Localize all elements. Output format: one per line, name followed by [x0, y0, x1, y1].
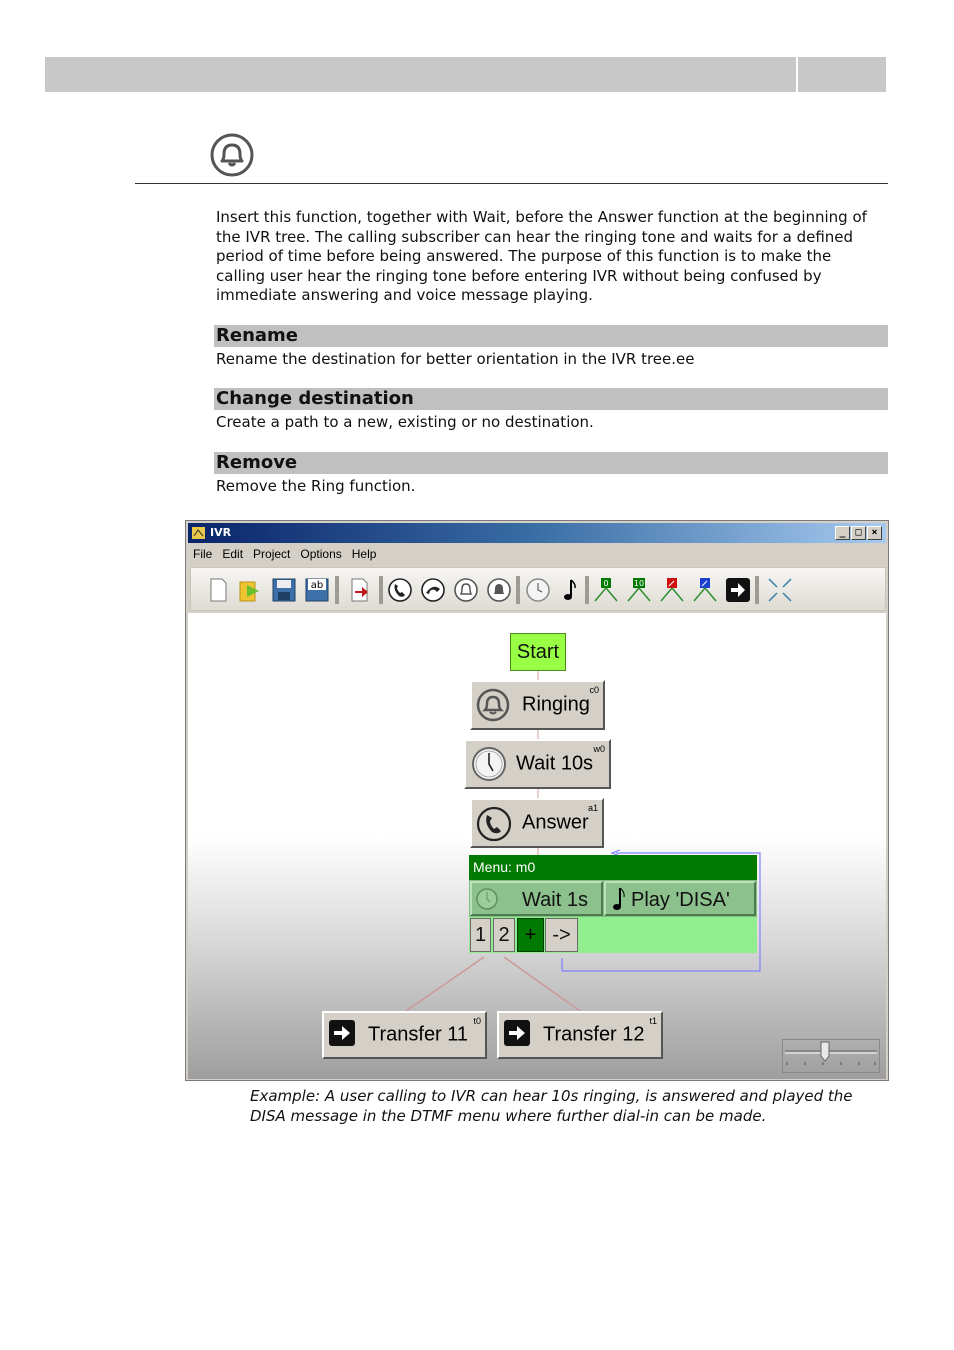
- transfer-icon[interactable]: [725, 577, 751, 603]
- play-note-icon[interactable]: [557, 577, 583, 603]
- clock-icon: [475, 887, 499, 911]
- toolbar-separator: [585, 576, 589, 604]
- wait-clock-icon[interactable]: [525, 577, 551, 603]
- toolbar-separator: [379, 576, 383, 604]
- intro-paragraph: Insert this function, together with Wait, before the Answer function at the beginning of the IVR tree. The calling subscriber can hear the ringing tone and waits for a defined period of time before being answered. The purpose of this function is to make the calling user hear the ringing tone before entering IVR without being confused by immediate answering and voice message playing.: [216, 208, 867, 304]
- maximize-button[interactable]: □: [851, 526, 866, 540]
- ivr-window: [185, 520, 889, 1081]
- menu-wait-label: Wait 1s: [522, 889, 588, 911]
- menu-wait-cell[interactable]: [470, 881, 603, 916]
- zoom-slider[interactable]: [782, 1039, 880, 1073]
- figure-caption: Example: A user calling to IVR can hear 10s ringing, is answered and played the DISA message in the DTMF menu where further dial-in can be made.: [250, 1087, 853, 1125]
- ringing-icon[interactable]: [453, 577, 479, 603]
- start-node[interactable]: Start: [510, 633, 566, 671]
- save-as-icon[interactable]: [304, 577, 330, 603]
- ringing-icon: [475, 687, 511, 723]
- answer-tag: a1: [587, 803, 598, 813]
- clock-icon: [470, 745, 508, 783]
- menu-play-cell[interactable]: [604, 881, 756, 916]
- transfer-11-node[interactable]: [322, 1011, 487, 1059]
- answer-icon[interactable]: [387, 577, 413, 603]
- branch-blue-icon[interactable]: [692, 577, 718, 603]
- menu-actions: [469, 880, 757, 917]
- export-icon[interactable]: [347, 577, 373, 603]
- toolbar-separator: [755, 576, 759, 604]
- wait-node[interactable]: [464, 739, 611, 789]
- answer-label: Answer: [522, 811, 589, 834]
- section-change-destination-heading: Change destination: [214, 388, 888, 410]
- toolbar-separator: [516, 576, 520, 604]
- transfer-12-label: Transfer 12: [543, 1023, 645, 1046]
- header-bar: [45, 57, 796, 92]
- menu-play-label: Play 'DISA': [631, 889, 730, 911]
- zoom-slider-thumb: [821, 1042, 829, 1061]
- menu-project[interactable]: Project: [253, 547, 291, 561]
- title-rule: [135, 183, 888, 184]
- section-change-destination-text: Create a path to a new, existing or no destination.: [216, 413, 594, 431]
- note-icon: [609, 886, 627, 913]
- transfer-icon: [503, 1019, 531, 1047]
- section-remove-text: Remove the Ring function.: [216, 477, 416, 495]
- window-titlebar: [188, 523, 886, 543]
- section-remove-heading: Remove: [214, 452, 888, 474]
- menu-help[interactable]: Help: [351, 547, 377, 561]
- menu-node[interactable]: [469, 855, 757, 955]
- branch-red-icon[interactable]: [659, 577, 685, 603]
- menu-file[interactable]: File: [193, 547, 213, 561]
- transfer-icon: [328, 1019, 356, 1047]
- open-folder-icon[interactable]: [237, 577, 263, 603]
- bell-icon: [209, 132, 255, 178]
- transfer-12-node[interactable]: [497, 1011, 663, 1059]
- menu-key-2[interactable]: 2: [493, 918, 515, 952]
- menu-bar: [188, 545, 886, 564]
- save-icon[interactable]: [271, 577, 297, 603]
- ringing-label: Ringing: [522, 693, 590, 716]
- collapse-icon[interactable]: [767, 577, 793, 603]
- ringing-filled-icon[interactable]: [486, 577, 512, 603]
- toolbar: [190, 567, 886, 611]
- toolbar-separator: [335, 576, 339, 604]
- wait-tag: w0: [593, 744, 605, 754]
- svg-text:ab: ab: [310, 580, 324, 591]
- header-bar-page: [798, 57, 886, 92]
- new-file-icon[interactable]: [205, 577, 231, 603]
- app-icon: [192, 527, 205, 539]
- transfer-12-tag: t1: [649, 1016, 657, 1026]
- transfer-11-label: Transfer 11: [368, 1023, 469, 1046]
- wait-label: Wait 10s: [516, 752, 594, 775]
- menu-key-1[interactable]: 1: [470, 918, 491, 952]
- menu-edit[interactable]: Edit: [222, 547, 244, 561]
- branch-0-icon[interactable]: [593, 577, 619, 603]
- menu-next-key[interactable]: ->: [545, 918, 578, 952]
- window-title: IVR: [210, 526, 232, 539]
- menu-options[interactable]: Options: [300, 547, 342, 561]
- branch-10-icon[interactable]: [626, 577, 652, 603]
- minimize-button[interactable]: _: [835, 526, 850, 540]
- svg-text:0: 0: [603, 579, 609, 588]
- hangup-icon[interactable]: [420, 577, 446, 603]
- section-rename-text: Rename the destination for better orientation in the IVR tree.ee: [216, 350, 695, 368]
- answer-node[interactable]: [470, 798, 604, 848]
- section-rename-heading: Rename: [214, 325, 888, 347]
- menu-add-key-button[interactable]: +: [517, 918, 544, 952]
- ringing-tag: c0: [589, 685, 599, 695]
- ivr-tree-canvas: [188, 613, 886, 1079]
- menu-keys: [469, 917, 757, 953]
- ringing-node[interactable]: [470, 680, 605, 730]
- phone-icon: [475, 805, 513, 843]
- transfer-11-tag: t0: [473, 1016, 481, 1026]
- menu-title: Menu: m0: [469, 855, 757, 880]
- svg-text:10: 10: [633, 579, 645, 588]
- close-button[interactable]: ×: [867, 526, 882, 540]
